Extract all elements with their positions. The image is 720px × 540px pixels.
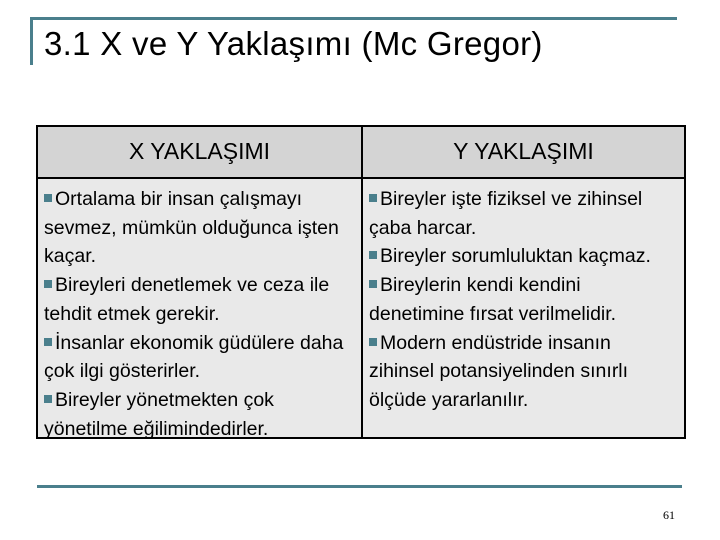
square-bullet-icon	[369, 251, 377, 259]
list-item-text: Bireyler sorumluluktan kaçmaz.	[380, 245, 651, 268]
x-approach-column	[38, 127, 361, 440]
y-approach-header: Y YAKLAŞIMI	[363, 127, 684, 179]
list-item-text: Bireylerin kendi kendini denetimine fırsat verilmelidir.	[369, 274, 617, 325]
list-item-text: İnsanlar ekonomik güdülere daha çok ilgi gösterirler.	[44, 331, 344, 383]
y-approach-column	[361, 127, 684, 437]
square-bullet-icon	[369, 194, 377, 202]
square-bullet-icon	[369, 280, 377, 288]
list-item	[369, 271, 676, 328]
list-item-text: Bireyler yönetmekten çok yönetilme eğilimindedirler.	[44, 388, 274, 440]
title-frame-left-border	[30, 17, 33, 65]
y-approach-body	[363, 179, 684, 437]
slide-title: 3.1 X ve Y Yaklaşımı (Mc Gregor)	[44, 25, 543, 62]
list-item-text: Modern endüstride insanın zihinsel potansiyelinden sınırlı ölçüde yararlanılır.	[369, 331, 629, 411]
list-item	[369, 329, 676, 415]
square-bullet-icon	[44, 194, 52, 202]
list-item	[369, 242, 676, 271]
list-item	[44, 271, 353, 328]
list-item	[369, 185, 676, 242]
square-bullet-icon	[369, 338, 377, 346]
square-bullet-icon	[44, 338, 52, 346]
list-item	[44, 329, 353, 386]
x-approach-body	[38, 179, 361, 440]
list-item-text: Bireyler işte fiziksel ve zihinsel çaba harcar.	[369, 188, 643, 239]
list-item	[44, 386, 353, 443]
comparison-table	[36, 125, 686, 439]
footer-divider	[37, 485, 682, 488]
list-item-text: Ortalama bir insan çalışmayı sevmez, mümkün olduğunca işten kaçar.	[44, 188, 339, 268]
list-item-text: Bireyleri denetlemek ve ceza ile tehdit etmek gerekir.	[44, 274, 330, 325]
x-approach-header: X YAKLAŞIMI	[38, 127, 361, 179]
list-item	[44, 185, 353, 271]
page-number: 61	[663, 508, 675, 522]
square-bullet-icon	[44, 395, 52, 403]
title-frame-top-border	[30, 17, 677, 20]
square-bullet-icon	[44, 280, 52, 288]
